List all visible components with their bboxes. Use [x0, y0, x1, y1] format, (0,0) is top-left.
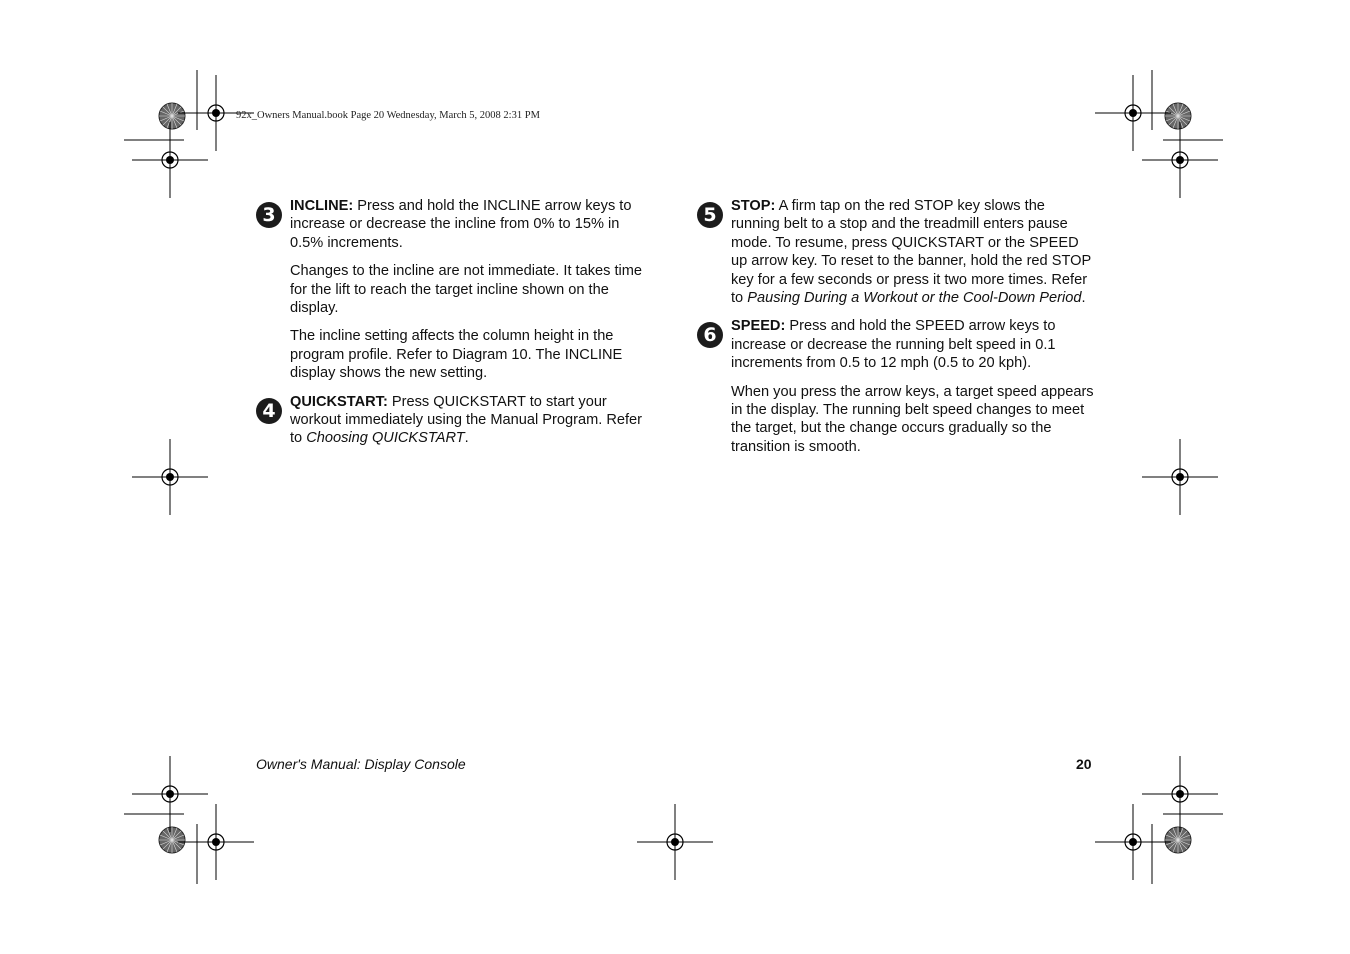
- incline-term: INCLINE:: [290, 198, 354, 214]
- quickstart-term: QUICKSTART:: [290, 393, 388, 410]
- callout-speed: [697, 317, 1097, 456]
- incline-note-1: Changes to the incline are not immediate. It takes time for the lift to reach the target incline shown on the display.: [290, 263, 643, 317]
- left-column: [256, 197, 656, 458]
- speed-term: SPEED:: [731, 318, 786, 335]
- quickstart-reference: Choosing QUICKSTART: [306, 430, 465, 447]
- callout-stop: [697, 197, 1097, 307]
- quickstart-text: Press QUICKSTART to start your workout immediately using the Manual Program. Refer to: [290, 393, 643, 447]
- callout-incline: [256, 197, 656, 383]
- stop-text: A firm tap on the red STOP key slows the running belt to a stop and the treadmill enters pause mode. To resume, press QUICKSTART or the SPEED up arrow key. To reset to the banner, hold the red STOP key for a few seconds or press it two more times. Refer to: [731, 198, 1091, 307]
- right-column: [697, 197, 1097, 466]
- page-number: 20: [1076, 756, 1092, 772]
- quickstart-paragraph: [290, 393, 656, 448]
- stop-reference: Pausing During a Workout or the Cool-Down Period: [747, 290, 1082, 307]
- incline-text: Press and hold the INCLINE arrow keys to increase or decrease the incline from 0% to 15% in 0.5% increments.: [290, 198, 632, 251]
- stop-tail: .: [1081, 290, 1086, 307]
- callout-number-3: 3: [256, 202, 282, 228]
- speed-note-1: When you press the arrow keys, a target speed appears in the display. The running belt speed changes to meet the target, but the change occurs gradually so the transition is smooth.: [731, 383, 1094, 455]
- stop-term: STOP:: [731, 198, 776, 214]
- callout-number-4: 4: [256, 398, 282, 424]
- stop-paragraph: [731, 197, 1097, 307]
- quickstart-tail: .: [464, 430, 469, 447]
- callout-number-6: 6: [697, 322, 723, 348]
- callout-number-5: 5: [697, 202, 723, 228]
- callout-quickstart: [256, 393, 656, 448]
- print-slug: 92x_Owners Manual.book Page 20 Wednesday, March 5, 2008 2:31 PM: [236, 110, 540, 121]
- speed-text: Press and hold the SPEED arrow keys to increase or decrease the running belt speed in 0.1 increments from 0.5 to 12 mph (0.5 to 20 kph).: [731, 318, 1056, 372]
- footer-title: Owner's Manual: Display Console: [256, 756, 466, 772]
- speed-paragraph: [731, 317, 1097, 372]
- incline-note-2: The incline setting affects the column height in the program profile. Refer to Diagram 10. The INCLINE display shows the new setting.: [290, 328, 623, 382]
- incline-paragraph: [290, 197, 656, 252]
